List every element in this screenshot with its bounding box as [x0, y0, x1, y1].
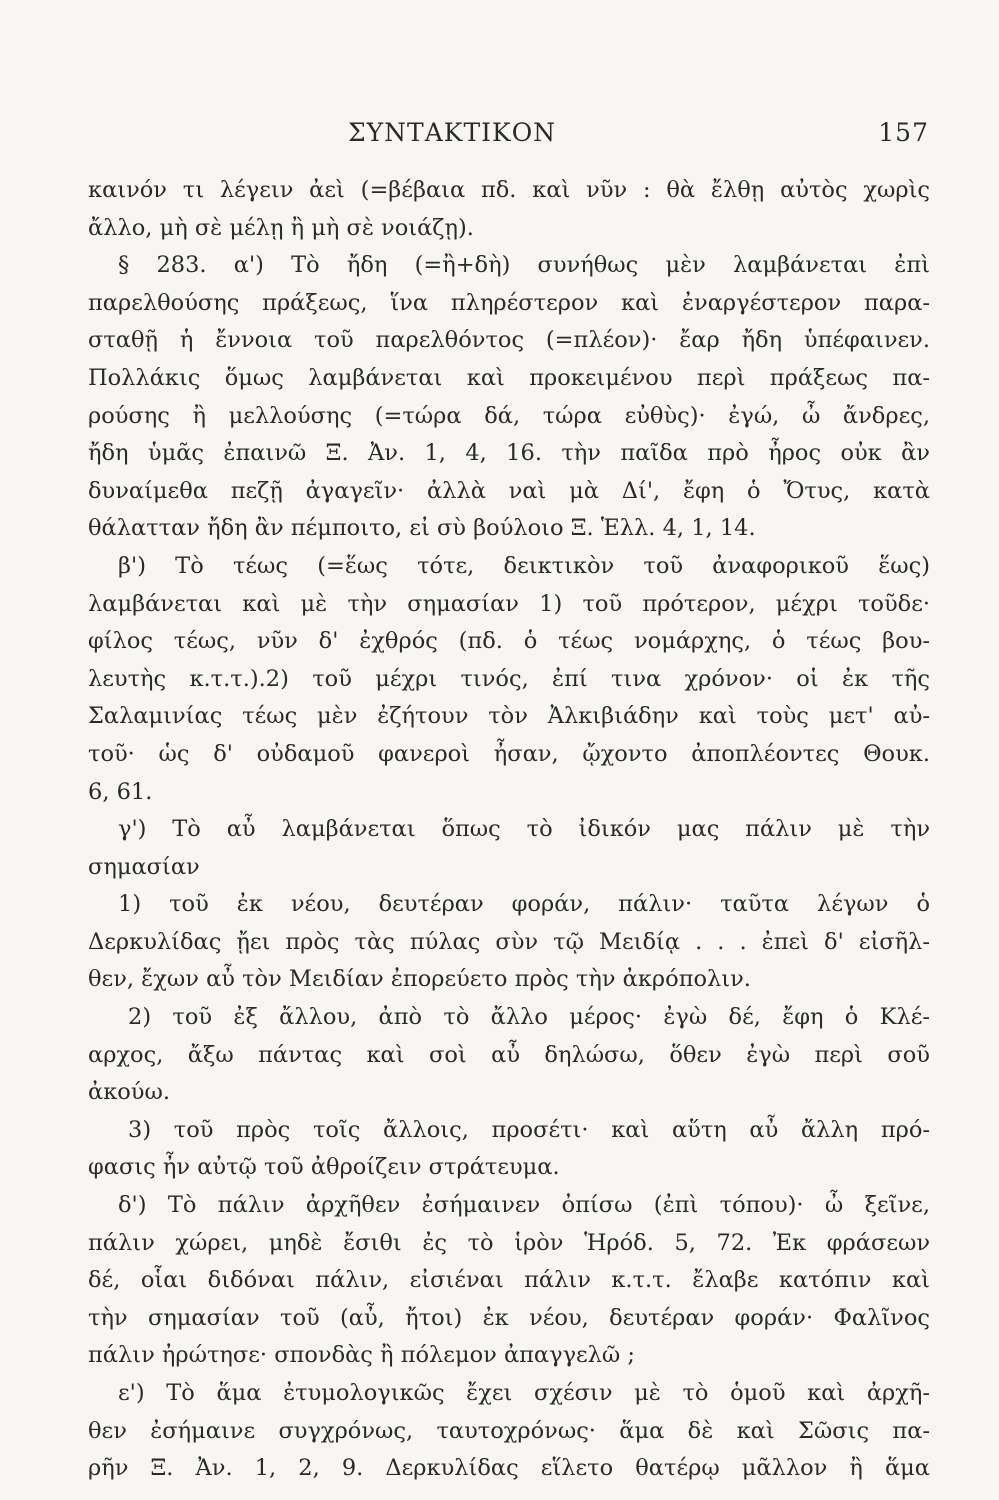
text-line: ρούσης ἢ μελλούσης (=τώρα δά, τώρα εὐθὺς)· ἐγώ, ὦ ἄνδρες,	[88, 402, 930, 429]
text-line: τοῦ· ὡς δ' οὐδαμοῦ φανεροὶ ἦσαν, ᾤχοντο ἀποπλέοντες Θουκ.	[88, 740, 930, 767]
text-line: αρχος, ἄξω πάντας καὶ σοὶ αὖ δηλώσω, ὅθεν ἐγὼ περὶ σοῦ	[88, 1041, 930, 1068]
subsection-line: ε') Τὸ ἅμα ἐτυμολογικῶς ἔχει σχέσιν μὲ τὸ ὁμοῦ καὶ ἀρχῆ-	[118, 1380, 930, 1406]
text-line: πάλιν χώρει, μηδὲ ἔσιθι ἐς τὸ ἱρὸν Ἡρόδ. 5, 72. Ἐκ φράσεων	[88, 1229, 930, 1256]
text-line: λευτὴς κ.τ.τ.).2) τοῦ μέχρι τινός, ἐπί τινα χρόνον· οἱ ἐκ τῆς	[88, 665, 930, 692]
text-line: σταθῇ ἡ ἔννοια τοῦ παρελθόντος (=πλέον)· ἔαρ ἤδη ὑπέφαινεν.	[88, 327, 930, 354]
subsection-line: β') Τὸ τέως (=ἕως τότε, δεικτικὸν τοῦ ἀναφορικοῦ ἕως)	[118, 552, 930, 579]
section-heading-line: § 283. α') Τὸ ἤδη (=ἢ+δὴ) συνήθως μὲν λαμβάνεται ἐπὶ	[118, 252, 930, 279]
text-line: Πολλάκις ὅμως λαμβάνεται καὶ προκειμένου περὶ πράξεως πα-	[88, 364, 930, 391]
text-line: Δερκυλίδας ᾔει πρὸς τὰς πύλας σὺν τῷ Μειδίᾳ . . . ἐπεὶ δ' εἰσῆλ-	[88, 928, 930, 955]
text-line: 6, 61.	[88, 778, 153, 805]
text-line: θεν, ἔχων αὖ τὸν Μειδίαν ἐπορεύετο πρὸς τὴν ἀκρόπολιν.	[88, 966, 751, 993]
text-line: σημασίαν	[88, 853, 200, 880]
page-header	[88, 118, 929, 152]
numbered-item-line: 3) τοῦ πρὸς τοῖς ἄλλοις, προσέτι· καὶ αὕτη αὖ ἄλλη πρό-	[128, 1116, 930, 1143]
text-line: φίλος τέως, νῦν δ' ἐχθρός (πδ. ὁ τέως νομάρχης, ὁ τέως βου-	[88, 628, 930, 655]
text-line: δυναίμεθα πεζῇ ἀγαγεῖν· ἀλλὰ ναὶ μὰ Δί', ἔφη ὁ Ὄτυς, κατὰ	[88, 477, 930, 504]
text-line: ἄλλο, μὴ σὲ μέλῃ ἢ μὴ σὲ νοιάζῃ).	[88, 214, 474, 241]
text-line: ἤδη ὑμᾶς ἐπαινῶ Ξ. Ἀν. 1, 4, 16. τὴν παῖδα πρὸ ἦρος οὐκ ἂν	[88, 440, 930, 467]
running-title: ΣΥΝΤΑΚΤΙΚΟΝ	[348, 118, 557, 147]
numbered-item-line: 2) τοῦ ἐξ ἄλλου, ἀπὸ τὸ ἄλλο μέρος· ἐγὼ δέ, ἔφη ὁ Κλέ-	[128, 1004, 930, 1031]
text-line: καινόν τι λέγειν ἀεὶ (=βέβαια πδ. καὶ νῦν : θὰ ἔλθῃ αὐτὸς χωρὶς	[88, 177, 930, 203]
subsection-line: γ') Τὸ αὖ λαμβάνεται ὅπως τὸ ἰδικόν μας πάλιν μὲ τὴν	[118, 816, 930, 843]
text-line: τὴν σημασίαν τοῦ (αὖ, ἤτοι) ἐκ νέου, δευτέραν φοράν· Φαλῖνος	[88, 1304, 930, 1331]
text-line: παρελθούσης πράξεως, ἵνα πληρέστερον καὶ ἐναργέστερον παρα-	[88, 289, 930, 316]
numbered-item-line: 1) τοῦ ἐκ νέου, δευτέραν φοράν, πάλιν· ταῦτα λέγων ὁ	[118, 891, 930, 918]
text-line: πάλιν ἠρώτησε· σπονδὰς ἢ πόλεμον ἀπαγγελῶ ;	[88, 1342, 636, 1369]
text-line: Σαλαμινίας τέως μὲν ἐζήτουν τὸν Ἀλκιβιάδην καὶ τοὺς μετ' αὐ-	[88, 703, 930, 730]
page-number: 157	[878, 118, 929, 147]
text-line: θάλατταν ἤδη ἂν πέμποιτο, εἰ σὺ βούλοιο Ξ. Ἑλλ. 4, 1, 14.	[88, 515, 756, 542]
text-line: ρῆν Ξ. Ἀν. 1, 2, 9. Δερκυλίδας εἵλετο θατέρῳ μᾶλλον ἢ ἅμα	[88, 1455, 930, 1482]
body-text	[88, 172, 930, 1488]
text-line: ἀκούω.	[88, 1079, 170, 1106]
subsection-line: δ') Τὸ πάλιν ἀρχῆθεν ἐσήμαινεν ὀπίσω (ἐπὶ τόπου)· ὦ ξεῖνε,	[118, 1192, 930, 1219]
text-line: θεν ἐσήμαινε συγχρόνως, ταυτοχρόνως· ἅμα δὲ καὶ Σῶσις πα-	[88, 1417, 930, 1444]
text-line: λαμβάνεται καὶ μὲ τὴν σημασίαν 1) τοῦ πρότερον, μέχρι τοῦδε·	[88, 590, 930, 617]
text-line: δέ, οἷαι διδόναι πάλιν, εἰσιέναι πάλιν κ.τ.τ. ἔλαβε κατόπιν καὶ	[88, 1267, 930, 1294]
text-line: φασις ἦν αὐτῷ τοῦ ἀθροίζειν στράτευμα.	[88, 1154, 560, 1181]
